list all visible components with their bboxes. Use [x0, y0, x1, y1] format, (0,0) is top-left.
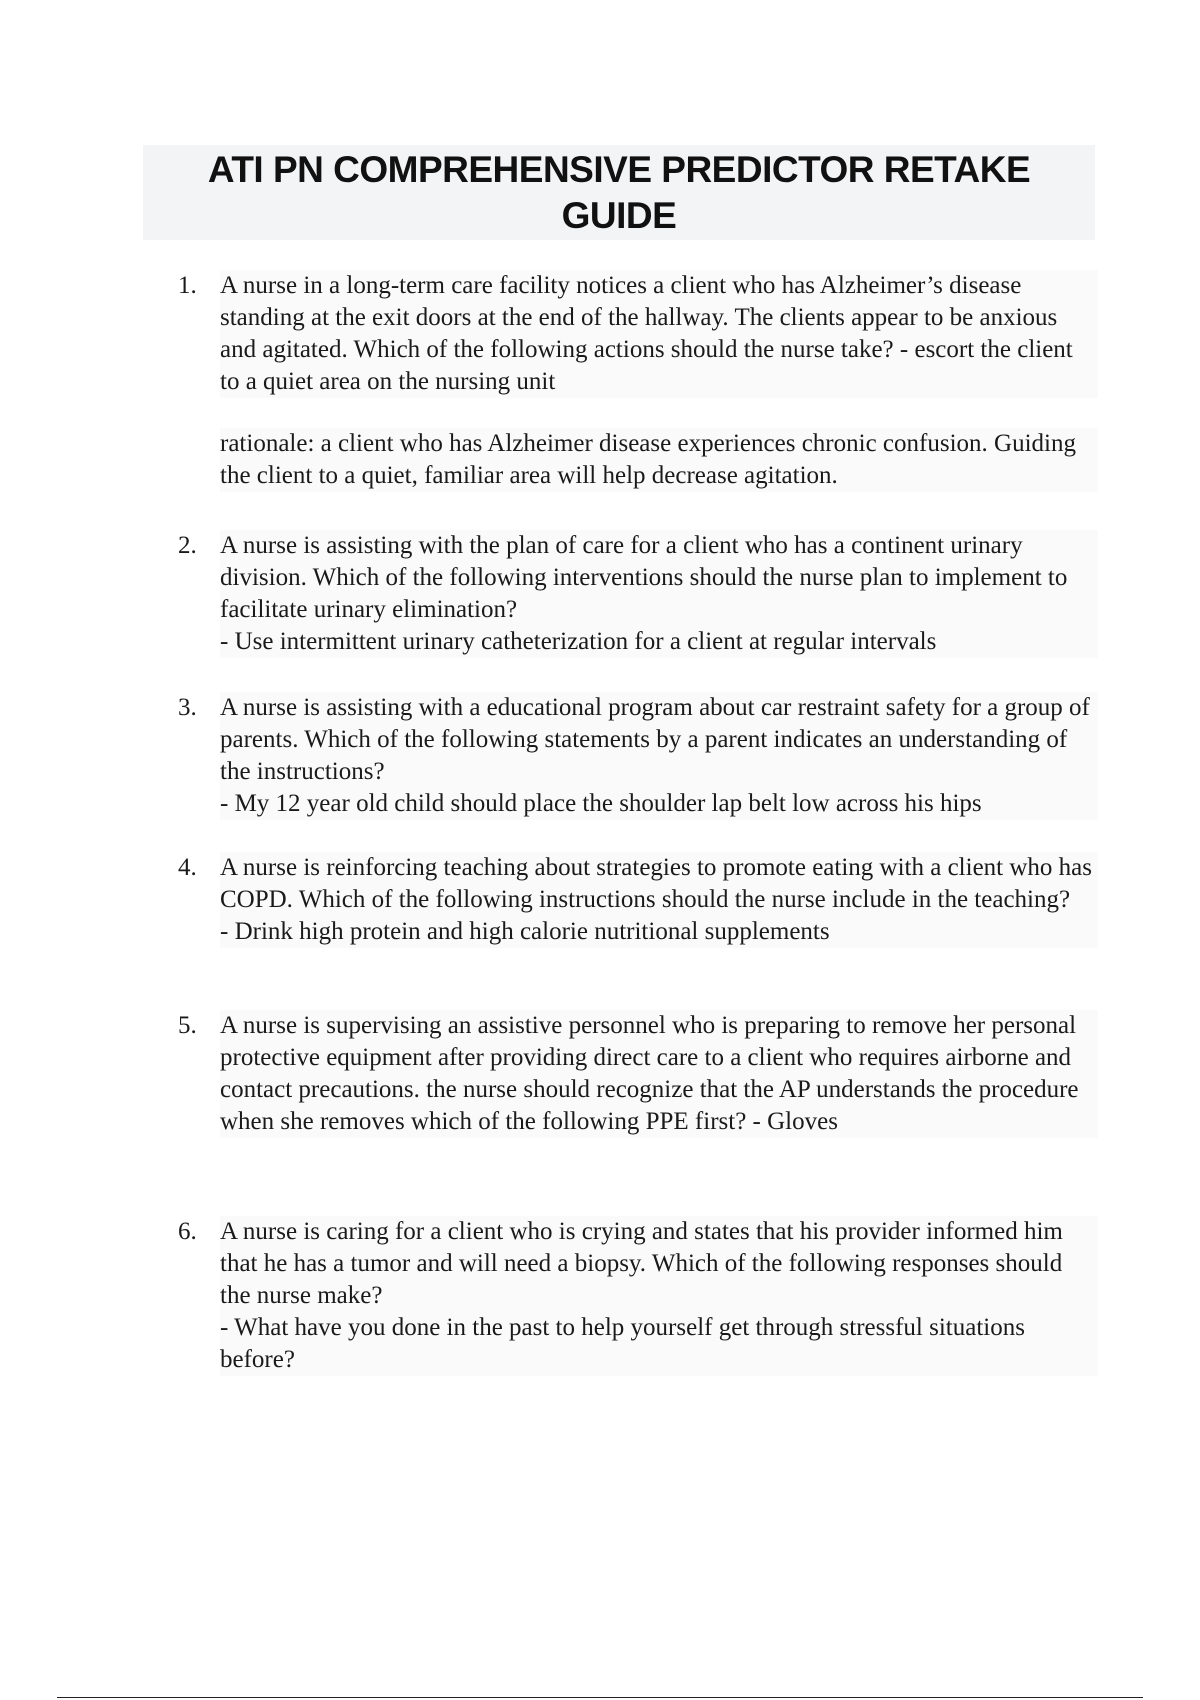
question-body	[220, 270, 1098, 492]
question-number: 2.	[178, 532, 197, 559]
answer-text: - Use intermittent urinary catheterization for a client at regular intervals	[220, 626, 1098, 658]
rationale-text: rationale: a client who has Alzheimer disease experiences chronic confusion. Guiding the client to a quiet, familiar area will help decrease agitation.	[220, 428, 1098, 492]
question-text: A nurse is assisting with the plan of care for a client who has a continent urinary division. Which of the following interventions should the nurse plan to implement to facilitate urinary elimination?	[220, 530, 1098, 626]
question-item	[178, 530, 1098, 658]
footer-divider	[57, 1697, 1143, 1698]
question-text: A nurse is caring for a client who is crying and states that his provider informed him that he has a tumor and will need a biopsy. Which of the following responses should the nurse make?	[220, 1216, 1098, 1312]
question-item	[178, 1010, 1098, 1138]
question-item	[178, 270, 1098, 492]
question-number: 6.	[178, 1218, 197, 1245]
question-number: 4.	[178, 854, 197, 881]
question-number: 1.	[178, 272, 197, 299]
question-item	[178, 692, 1098, 820]
question-text: A nurse is assisting with a educational program about car restraint safety for a group of parents. Which of the following statements by a parent indicates an understanding of the instructions?	[220, 692, 1098, 788]
question-body	[220, 852, 1098, 948]
question-item	[178, 852, 1098, 948]
question-body	[220, 1010, 1098, 1138]
question-item	[178, 1216, 1098, 1376]
answer-text: - My 12 year old child should place the shoulder lap belt low across his hips	[220, 788, 1098, 820]
question-number: 5.	[178, 1012, 197, 1039]
question-body	[220, 530, 1098, 658]
question-text: A nurse in a long-term care facility notices a client who has Alzheimer’s disease standing at the exit doors at the end of the hallway. The clients appear to be anxious and agitated. Which of the following actions should the nurse take? - escort the client to a quiet area on the nursing unit	[220, 270, 1098, 398]
title-line-1: ATI PN COMPREHENSIVE PREDICTOR RETAKE	[207, 148, 1031, 190]
document-title	[143, 145, 1095, 240]
title-line-2: GUIDE	[561, 194, 677, 236]
question-body	[220, 692, 1098, 820]
question-body	[220, 1216, 1098, 1376]
question-text: A nurse is supervising an assistive personnel who is preparing to remove her personal protective equipment after providing direct care to a client who requires airborne and contact precautions. the nurse should recognize that the AP understands the procedure when she removes which of the following PPE first? - Gloves	[220, 1010, 1098, 1138]
answer-text: - Drink high protein and high calorie nutritional supplements	[220, 916, 1098, 948]
question-text: A nurse is reinforcing teaching about strategies to promote eating with a client who has COPD. Which of the following instructions should the nurse include in the teaching?	[220, 852, 1098, 916]
answer-text: - What have you done in the past to help yourself get through stressful situations before?	[220, 1312, 1098, 1376]
question-number: 3.	[178, 694, 197, 721]
